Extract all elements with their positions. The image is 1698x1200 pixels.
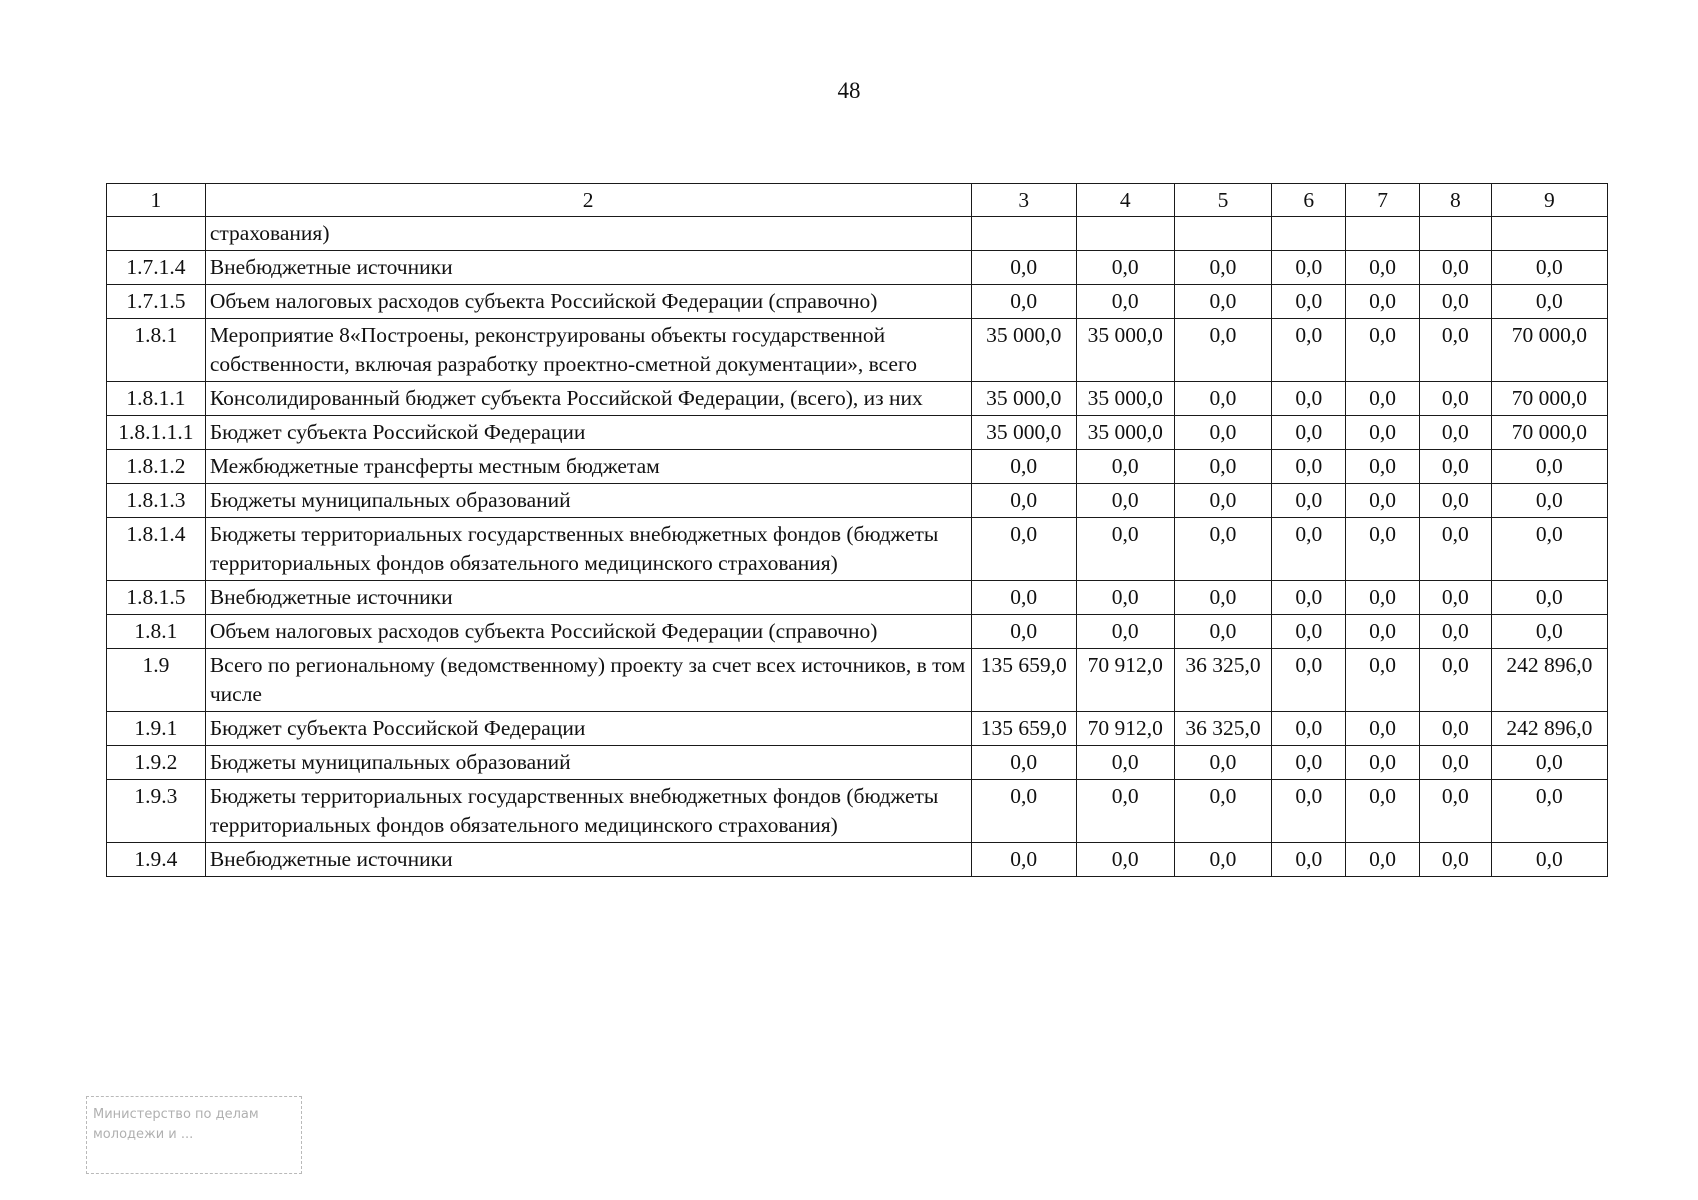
row-value: 0,0 — [1346, 746, 1420, 780]
column-header: 3 — [971, 184, 1076, 217]
row-value: 0,0 — [1346, 780, 1420, 843]
row-value: 0,0 — [1174, 450, 1272, 484]
header-row — [107, 184, 1608, 217]
row-name: Межбюджетные трансферты местным бюджетам — [205, 450, 971, 484]
row-value: 0,0 — [1420, 319, 1492, 382]
row-value — [1174, 217, 1272, 251]
row-value: 0,0 — [971, 780, 1076, 843]
row-value — [971, 217, 1076, 251]
row-value: 0,0 — [1272, 518, 1346, 581]
row-code: 1.9.2 — [107, 746, 206, 780]
table-row — [107, 450, 1608, 484]
row-value: 0,0 — [1420, 382, 1492, 416]
row-value: 0,0 — [1174, 382, 1272, 416]
row-value: 35 000,0 — [971, 319, 1076, 382]
row-value: 0,0 — [1420, 649, 1492, 712]
row-name: Внебюджетные источники — [205, 843, 971, 877]
row-value — [1420, 217, 1492, 251]
column-header: 8 — [1420, 184, 1492, 217]
row-value: 0,0 — [1420, 581, 1492, 615]
budget-table — [106, 183, 1608, 877]
row-value: 35 000,0 — [971, 416, 1076, 450]
row-value: 0,0 — [1076, 484, 1174, 518]
row-code: 1.8.1.5 — [107, 581, 206, 615]
row-value: 0,0 — [1420, 484, 1492, 518]
row-name: Бюджеты муниципальных образований — [205, 746, 971, 780]
row-value: 0,0 — [1174, 484, 1272, 518]
row-value: 36 325,0 — [1174, 649, 1272, 712]
table-row — [107, 382, 1608, 416]
row-value: 0,0 — [1346, 484, 1420, 518]
row-value: 0,0 — [1346, 285, 1420, 319]
row-code: 1.9.1 — [107, 712, 206, 746]
row-value — [1076, 217, 1174, 251]
row-value: 0,0 — [1076, 615, 1174, 649]
row-value: 0,0 — [1076, 843, 1174, 877]
row-value: 0,0 — [1491, 450, 1607, 484]
row-value: 0,0 — [1272, 712, 1346, 746]
row-code: 1.8.1.1.1 — [107, 416, 206, 450]
row-code: 1.8.1.2 — [107, 450, 206, 484]
row-value: 0,0 — [1491, 518, 1607, 581]
row-value: 0,0 — [1174, 319, 1272, 382]
row-value: 0,0 — [1420, 746, 1492, 780]
row-name: Бюджет субъекта Российской Федерации — [205, 712, 971, 746]
row-name: Объем налоговых расходов субъекта Российской Федерации (справочно) — [205, 285, 971, 319]
row-name: Объем налоговых расходов субъекта Российской Федерации (справочно) — [205, 615, 971, 649]
row-value: 0,0 — [971, 581, 1076, 615]
row-value — [1346, 217, 1420, 251]
row-value: 0,0 — [1420, 285, 1492, 319]
table-row — [107, 416, 1608, 450]
row-value: 0,0 — [971, 615, 1076, 649]
row-value: 0,0 — [971, 251, 1076, 285]
row-value: 0,0 — [1272, 285, 1346, 319]
row-value: 0,0 — [1491, 615, 1607, 649]
row-value: 0,0 — [1420, 251, 1492, 285]
row-value — [1272, 217, 1346, 251]
row-value: 0,0 — [1346, 581, 1420, 615]
table-row — [107, 780, 1608, 843]
table-row — [107, 518, 1608, 581]
row-value: 0,0 — [971, 450, 1076, 484]
table-row — [107, 251, 1608, 285]
table-row — [107, 712, 1608, 746]
column-header: 1 — [107, 184, 206, 217]
row-name: Мероприятие 8«Построены, реконструированы объекты государственной собственности, включая разработку проектно-сметной документации», всего — [205, 319, 971, 382]
row-value: 0,0 — [1272, 319, 1346, 382]
row-value: 0,0 — [1174, 285, 1272, 319]
table-body — [107, 217, 1608, 877]
row-value: 0,0 — [1420, 450, 1492, 484]
row-value: 0,0 — [971, 843, 1076, 877]
row-value: 0,0 — [1076, 450, 1174, 484]
row-value: 36 325,0 — [1174, 712, 1272, 746]
row-value: 0,0 — [1491, 780, 1607, 843]
row-code: 1.8.1 — [107, 319, 206, 382]
row-value: 0,0 — [1076, 581, 1174, 615]
row-value: 0,0 — [971, 746, 1076, 780]
row-value: 0,0 — [1420, 843, 1492, 877]
row-value: 0,0 — [1076, 746, 1174, 780]
row-value: 0,0 — [1491, 251, 1607, 285]
stamp-line: молодежи и ... — [93, 1127, 194, 1142]
row-value: 70 000,0 — [1491, 416, 1607, 450]
row-value: 0,0 — [1272, 450, 1346, 484]
row-value: 0,0 — [1272, 251, 1346, 285]
row-value: 70 912,0 — [1076, 712, 1174, 746]
row-value: 0,0 — [971, 285, 1076, 319]
row-value: 0,0 — [1272, 746, 1346, 780]
row-value: 242 896,0 — [1491, 649, 1607, 712]
row-value — [1491, 217, 1607, 251]
stamp-line: Министерство по делам — [93, 1107, 259, 1122]
row-name: Бюджеты территориальных государственных внебюджетных фондов (бюджеты территориальных фондов обязательного медицинского страхования) — [205, 780, 971, 843]
row-code — [107, 217, 206, 251]
column-header: 7 — [1346, 184, 1420, 217]
row-value: 0,0 — [1174, 581, 1272, 615]
column-header: 4 — [1076, 184, 1174, 217]
row-name: Внебюджетные источники — [205, 251, 971, 285]
row-value: 0,0 — [1174, 843, 1272, 877]
row-value: 135 659,0 — [971, 712, 1076, 746]
row-value: 0,0 — [1174, 780, 1272, 843]
row-value: 0,0 — [1272, 581, 1346, 615]
row-value: 35 000,0 — [1076, 382, 1174, 416]
row-value: 0,0 — [1174, 518, 1272, 581]
column-header: 2 — [205, 184, 971, 217]
row-code: 1.8.1.4 — [107, 518, 206, 581]
table-row — [107, 615, 1608, 649]
row-value: 0,0 — [1346, 843, 1420, 877]
row-value: 35 000,0 — [1076, 416, 1174, 450]
row-value: 0,0 — [1346, 251, 1420, 285]
row-value: 70 912,0 — [1076, 649, 1174, 712]
page-number: 48 — [837, 78, 861, 103]
row-name: Внебюджетные источники — [205, 581, 971, 615]
row-value: 0,0 — [1272, 649, 1346, 712]
row-value: 0,0 — [1272, 843, 1346, 877]
row-value: 0,0 — [971, 484, 1076, 518]
table-row — [107, 285, 1608, 319]
row-value: 0,0 — [1174, 251, 1272, 285]
row-code: 1.7.1.4 — [107, 251, 206, 285]
row-value: 0,0 — [1076, 780, 1174, 843]
row-value: 0,0 — [1346, 319, 1420, 382]
row-name: страхования) — [205, 217, 971, 251]
table-row — [107, 649, 1608, 712]
row-value: 0,0 — [1420, 416, 1492, 450]
table-row — [107, 746, 1608, 780]
ministry-stamp — [86, 1096, 302, 1174]
table-row — [107, 319, 1608, 382]
row-code: 1.8.1.3 — [107, 484, 206, 518]
row-value: 70 000,0 — [1491, 382, 1607, 416]
row-value: 0,0 — [971, 518, 1076, 581]
row-name: Консолидированный бюджет субъекта Российской Федерации, (всего), из них — [205, 382, 971, 416]
row-name: Бюджеты территориальных государственных внебюджетных фондов (бюджеты территориальных фондов обязательного медицинского страхования) — [205, 518, 971, 581]
row-value: 0,0 — [1346, 450, 1420, 484]
row-name: Бюджеты муниципальных образований — [205, 484, 971, 518]
row-value: 0,0 — [1076, 251, 1174, 285]
row-value: 0,0 — [1272, 615, 1346, 649]
table-row — [107, 217, 1608, 251]
row-value: 0,0 — [1174, 416, 1272, 450]
table-row — [107, 484, 1608, 518]
row-value: 0,0 — [1420, 518, 1492, 581]
row-code: 1.8.1 — [107, 615, 206, 649]
row-value: 0,0 — [1491, 746, 1607, 780]
column-header: 9 — [1491, 184, 1607, 217]
row-code: 1.9.4 — [107, 843, 206, 877]
row-value: 35 000,0 — [971, 382, 1076, 416]
row-value: 0,0 — [1491, 843, 1607, 877]
row-code: 1.9 — [107, 649, 206, 712]
row-value: 0,0 — [1420, 615, 1492, 649]
row-code: 1.7.1.5 — [107, 285, 206, 319]
row-value: 0,0 — [1420, 780, 1492, 843]
row-name: Всего по региональному (ведомственному) проекту за счет всех источников, в том числе — [205, 649, 971, 712]
table-row — [107, 843, 1608, 877]
row-value: 0,0 — [1346, 416, 1420, 450]
row-code: 1.8.1.1 — [107, 382, 206, 416]
row-value: 0,0 — [1346, 649, 1420, 712]
table-row — [107, 581, 1608, 615]
row-value: 0,0 — [1076, 518, 1174, 581]
column-header: 6 — [1272, 184, 1346, 217]
row-value: 0,0 — [1346, 615, 1420, 649]
row-value: 0,0 — [1346, 712, 1420, 746]
row-value: 0,0 — [1346, 382, 1420, 416]
row-value: 242 896,0 — [1491, 712, 1607, 746]
row-value: 0,0 — [1346, 518, 1420, 581]
row-value: 0,0 — [1174, 746, 1272, 780]
row-value: 0,0 — [1272, 780, 1346, 843]
column-header: 5 — [1174, 184, 1272, 217]
row-value: 0,0 — [1272, 382, 1346, 416]
row-name: Бюджет субъекта Российской Федерации — [205, 416, 971, 450]
row-value: 70 000,0 — [1491, 319, 1607, 382]
row-value: 0,0 — [1174, 615, 1272, 649]
row-value: 0,0 — [1420, 712, 1492, 746]
row-value: 35 000,0 — [1076, 319, 1174, 382]
row-code: 1.9.3 — [107, 780, 206, 843]
row-value: 0,0 — [1272, 484, 1346, 518]
row-value: 0,0 — [1491, 581, 1607, 615]
row-value: 0,0 — [1272, 416, 1346, 450]
row-value: 0,0 — [1491, 285, 1607, 319]
row-value: 0,0 — [1076, 285, 1174, 319]
row-value: 0,0 — [1491, 484, 1607, 518]
row-value: 135 659,0 — [971, 649, 1076, 712]
